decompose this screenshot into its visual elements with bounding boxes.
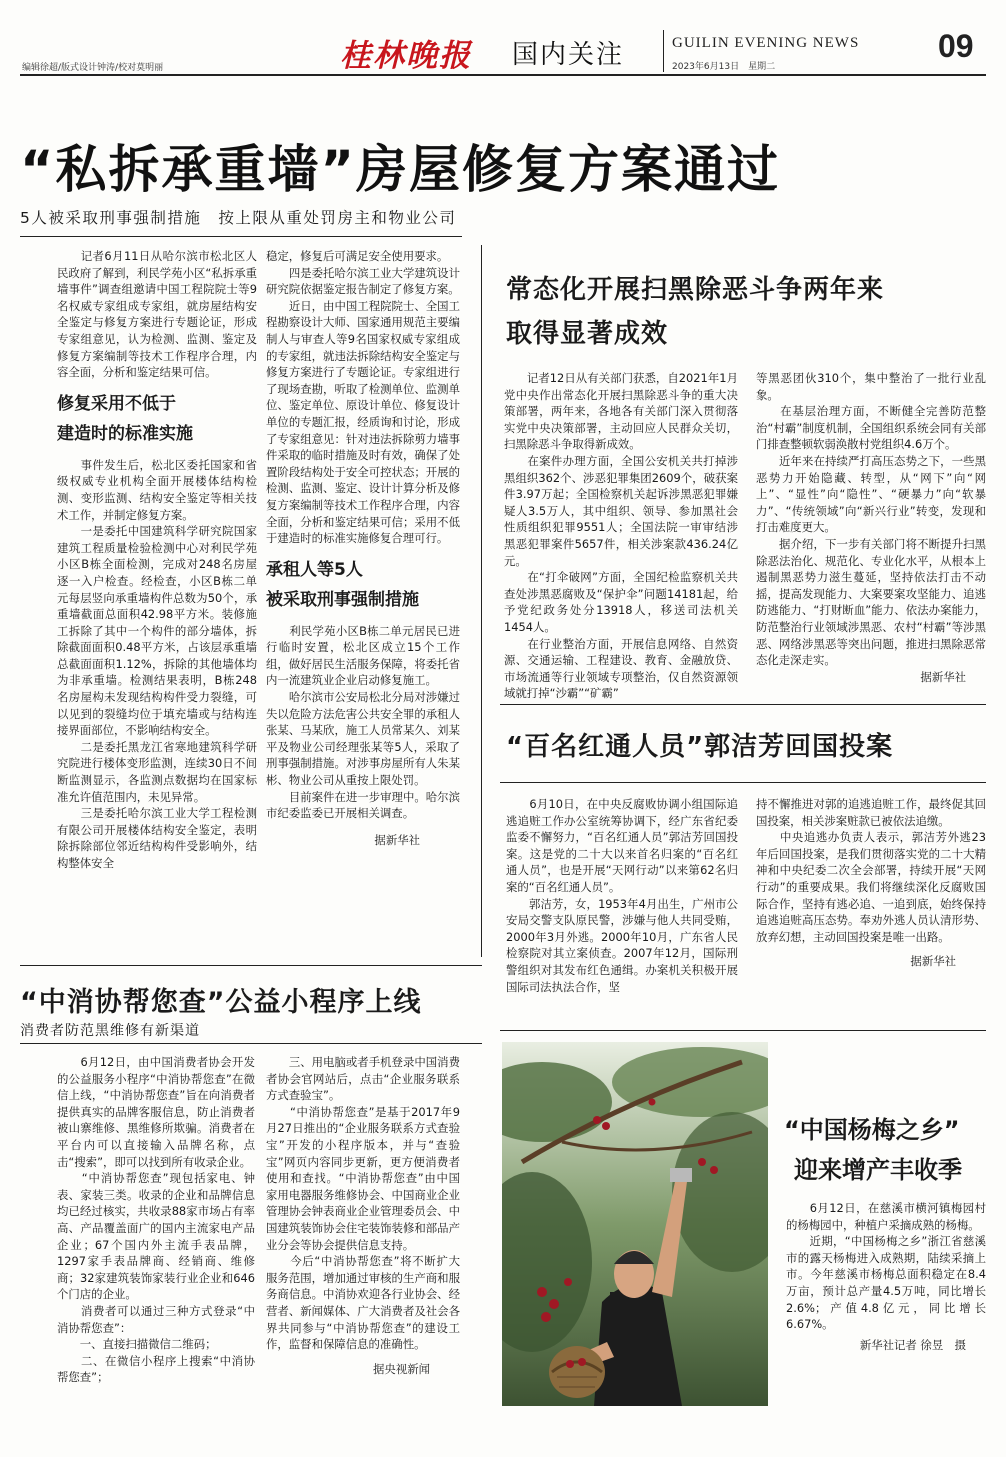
headline-fourth-subtitle: 消费者防范黑维修有新渠道 [20,1023,200,1039]
article-paragraph: 持不懈推进对郭的追逃追赃工作，最终促其回国投案，相关涉案赃款已被依法追缴。 中央追逃办负责人表示，郭洁芳外逃23年后回国投案，是我们贯彻落实党的二十大精神和中央纪委二次全会部署，持续开展“天网行动”的重要成果。我们将继续深化反腐败国际合作，坚持有逃必追、一追到底，始终保持追逃追赃高压态势。奉劝外逃人员认清形势、放弃幻想，主动回国投案是唯一出路。 [756,797,986,944]
article-divider [20,236,462,237]
article-paragraph: 6月12日，由中国消费者协会开发的公益服务小程序“中消协帮您查”在微信上线，“中消协帮您查”旨在向消费者提供真实的品牌客服信息，防止消费者被山寨维修、黑维修所欺骗。消费者在平台内可以直接输入品牌名称，点击“搜索”，即可以找到所有收录企业。 “中消协帮您查”现包括家电、钟表、家装三类。收录的企业和品牌信息均已经过核实，共收录88家市场占有率高、产品覆盖面广的国内主流家电产品企业；67个国内外主流手表品牌，1297家手表品牌商、经销商、维修商；32家建筑装饰家装行业企业和646个门店的企业。 消费者可以通过三种方式登录“中消协帮您查”： 一、直接扫描微信二维码； 二、在微信小程序上搜索“中消协帮您查”； [57,1055,255,1385]
page-number: 09 [938,28,974,64]
headline-line: 迎来增产丰收季 [794,1156,962,1184]
section-name: 国内关注 [512,40,625,70]
article-divider [500,782,986,783]
article-paragraph: 记者12日从有关部门获悉，自2021年1月党中央作出常态化开展扫黑除恶斗争的重大决策部署，两年来，各地各有关部门深入贯彻落实党中央决策部署，主动回应人民群众关切，扫黑除恶斗争取得新成效。 在案件办理方面，全国公安机关共打掉涉黑组织362个、涉恶犯罪集团2609个，破获案件3.97万起；全国检察机关起诉涉黑恶犯罪嫌疑人3.5万人，其中组织、领导、参加黑社会性质组织犯罪9551人；全国法院一审审结涉黑恶犯罪案件5657件，相关涉案款436.24亿元。 在“打伞破网”方面，全国纪检监察机关共查处涉黑恶腐败及“保护伞”问题14181起，给予党纪政务处分13918人，移送司法机关1454人。 在行业整治方面，开展信息网络、自然资源、交通运输、工程建设、教育、金融放贷、市场流通等行业领域专项整治，仅自然资源领域就打掉“沙霸”“矿霸” [504,371,738,701]
section-subhead: 承租人等5人 [266,559,363,580]
section-subhead: 修复采用不低于 [57,393,176,414]
headline-line: 常态化开展扫黑除恶斗争两年来 [506,275,885,305]
masthead-rule [20,74,986,76]
source-credit: 据新华社 [910,954,956,969]
article-paragraph: 事件发生后，松北区委托国家和省级权威专业机构全面开展楼体结构检测、变形监测、结构安全鉴定等相关技术工作，并制定修复方案。 一是委托中国建筑科学研究院国家建筑工程质量检验检测中心对利民学苑小区B栋全面检测，完成对248名房屋逐一入户检查。经检查，小区B栋二单元每层竖向承重墙构件总数为50个，承重墙截面总面积42.98平方米。装修施工拆除了其中一个构件的部分墙体，拆除截面面积0.48平方米，占该层承重墙总截面面积1.12%，拆除的其他墙体均为非承重墙。检测结果表明，B栋248名房屋构未发现结构构件受力裂缝，可以见到的裂缝均位于填充墙或与结构连接界面部位，不影响结构安全。 二是委托黑龙江省寒地建筑科学研究院进行楼体变形监测，连续30日不间断监测显示，各监测点数据均在国家标准允许值范围内，未见异常。 三是委托哈尔滨工业大学工程检测有限公司开展楼体结构安全鉴定，表明除拆除部位邻近结构构件受影响外，结构整体安全 [57,457,257,870]
masthead-divider [663,30,664,72]
newspaper-logo: 桂林晚报 [340,38,472,74]
article-divider [500,704,986,705]
english-title: GUILIN EVENING NEWS [672,35,860,51]
article-divider [20,1043,482,1044]
bayberry-photo [502,1042,768,1406]
headline-line: 取得显著成效 [506,319,669,349]
article-paragraph: 6月10日，在中央反腐败协调小组国际追逃追赃工作办公室统筹协调下，经广东省纪委监委不懈努力，“百名红通人员”郭洁芳回国投案。这是党的二十大以来首名归案的“百名红通人员”，也是开展“天网行动”以来第62名归案的“百名红通人员”。 郭洁芳，女，1953年4月出生，广州市公安局交警支队原民警，涉嫌与他人共同受贿，2000年3月外逃。2000年10月，广东省人民检察院对其立案侦查。2007年12月，国际刑警组织对其发布红色通缉。办案机关积极开展国际司法执法合作，坚 [506,797,738,994]
headline-line: “中国杨梅之乡” [784,1116,960,1144]
article-paragraph: 利民学苑小区B栋二单元居民已进行临时安置，松北区成立15个工作组，做好居民生活服务保障，将委托省内一流建筑业企业启动修复施工。 哈尔滨市公安局松北分局对涉嫌过失以危险方法危害公共安全罪的承租人张某、马某欣，施工人员常某久、刘某平及物业公司经理张某等5人，采取了刑事强制措施。对涉事房屋所有人朱某彬、物业公司从重按上限处罚。 目前案件在进一步审理中。哈尔滨市纪委监委已开展相关调查。 [266,623,460,821]
editor-credits: 编辑徐超/版式设计钟涛/校对莫明丽 [22,63,164,73]
section-subhead: 建造时的标准实施 [57,423,193,444]
photo-illustration [502,1042,768,1406]
source-credit: 据新华社 [920,669,966,684]
headline-main-subtitle: 5人被采取刑事强制措施 按上限从重处罚房主和物业公司 [20,209,457,227]
section-subhead: 被采取刑事强制措施 [266,589,419,610]
photo-credit: 新华社记者 徐昱 摄 [859,1337,966,1352]
article-paragraph: 稳定，修复后可满足安全使用要求。 四是委托哈尔滨工业大学建筑设计研究院依据鉴定报告制定了修复方案。 近日，由中国工程院院士、全国工程勘察设计大师、国家通用规范主要编制人与审查人等9名国家权威专家组成的专家组，就违法拆除结构安全鉴定与修复方案进行了专题论证。专家组进行了现场查勘，听取了检测单位、监测单位、鉴定单位、原设计单位、修复设计单位的专题汇报，经质询和讨论，形成了专家组意见：针对违法拆除剪力墙事件采取的临时措施及时有效，确保了处置阶段结构处于安全可控状态；开展的检测、监测、鉴定、设计计算分析及修复方案编制等技术工作程序合理，内容全面，分析和鉴定结果可信；采用不低于建造时的标准实施修复合理可行。 [266,249,460,546]
headline-second [506,268,884,356]
article-divider [20,965,482,966]
headline-fourth: “中消协帮您查”公益小程序上线 [20,987,422,1018]
article-divider [500,1030,986,1031]
column-divider [481,245,482,957]
issue-date: 2023年6月13日 星期二 [672,62,776,72]
photo-story-headline [784,1110,962,1190]
source-credit: 据央视新闻 [373,1361,430,1376]
source-credit: 据新华社 [374,832,420,847]
photo-caption: 6月12日，在慈溪市横河镇梅园村的杨梅园中，种植户采摘成熟的杨梅。 近期，“中国杨梅之乡”浙江省慈溪市的露天杨梅进入成熟期，陆续采摘上市。今年慈溪市杨梅总面积稳定在8.4万亩，预计总产量4.5万吨，同比增长2.6%；产值4.8亿元，同比增长6.67%。 [786,1201,986,1332]
headline-main: “私拆承重墙”房屋修复方案通过 [20,141,781,200]
headline-third: “百名红通人员”郭洁芳回国投案 [506,732,894,762]
article-paragraph: 等黑恶团伙310个，集中整治了一批行业乱象。 在基层治理方面，不断健全完善防范整治“村霸”制度机制，全国组织系统会同有关部门排查整顿软弱涣散村党组织4.6万个。 近年来在持续严打高压态势之下，一些黑恶势力开始隐藏、转型，从“网下”向“网上”、“显性”向“隐性”、“硬暴力”向“软暴力”、“传统领域”向“新兴行业”转变，发现和打击难度更大。 据介绍，下一步有关部门将不断提升扫黑除恶法治化、规范化、专业化水平，从根本上遏制黑恶势力滋生蔓延，坚持依法打击不动摇，提高发现能力、大案要案攻坚能力、追逃防逃能力、“打财断血”能力、依法办案能力，防范整治行业领域涉黑恶、农村“村霸”等涉黑恶、网络涉黑恶等突出问题，推进扫黑除恶常态化走深走实。 [756,371,986,668]
article-paragraph: 记者6月11日从哈尔滨市松北区人民政府了解到，利民学苑小区“私拆承重墙事件”调查组邀请中国工程院院士等9名权威专家组成专家组，就房屋结构安全鉴定与修复方案进行专题论证，形成专家组意见，认为检测、监测、鉴定及修复方案编制等技术工作程序合理，内容全面，分析和鉴定结果可信。 [57,249,257,380]
article-paragraph: 三、用电脑或者手机登录中国消费者协会官网站后，点击“企业服务联系方式查验宝”。 “中消协帮您查”是基于2017年9月27日推出的“企业服务联系方式查验宝”开发的小程序版本，并与“查验宝”网页内容同步更新，更方便消费者使用和查找。“中消协帮您查”由中国家用电器服务维修协会、中国商业企业管理协会钟表商业企业管理委员会、中国建筑装饰协会住宅装饰装修和部品产业分会等协会提供信息支持。 今后“中消协帮您查”将不断扩大服务范围，增加通过审核的生产商和服务商信息。中消协欢迎各行业协会、经营者、新闻媒体、广大消费者及社会各界共同参与“中消协帮您查”的建设工作，监督和保障信息的准确性。 [266,1055,460,1352]
